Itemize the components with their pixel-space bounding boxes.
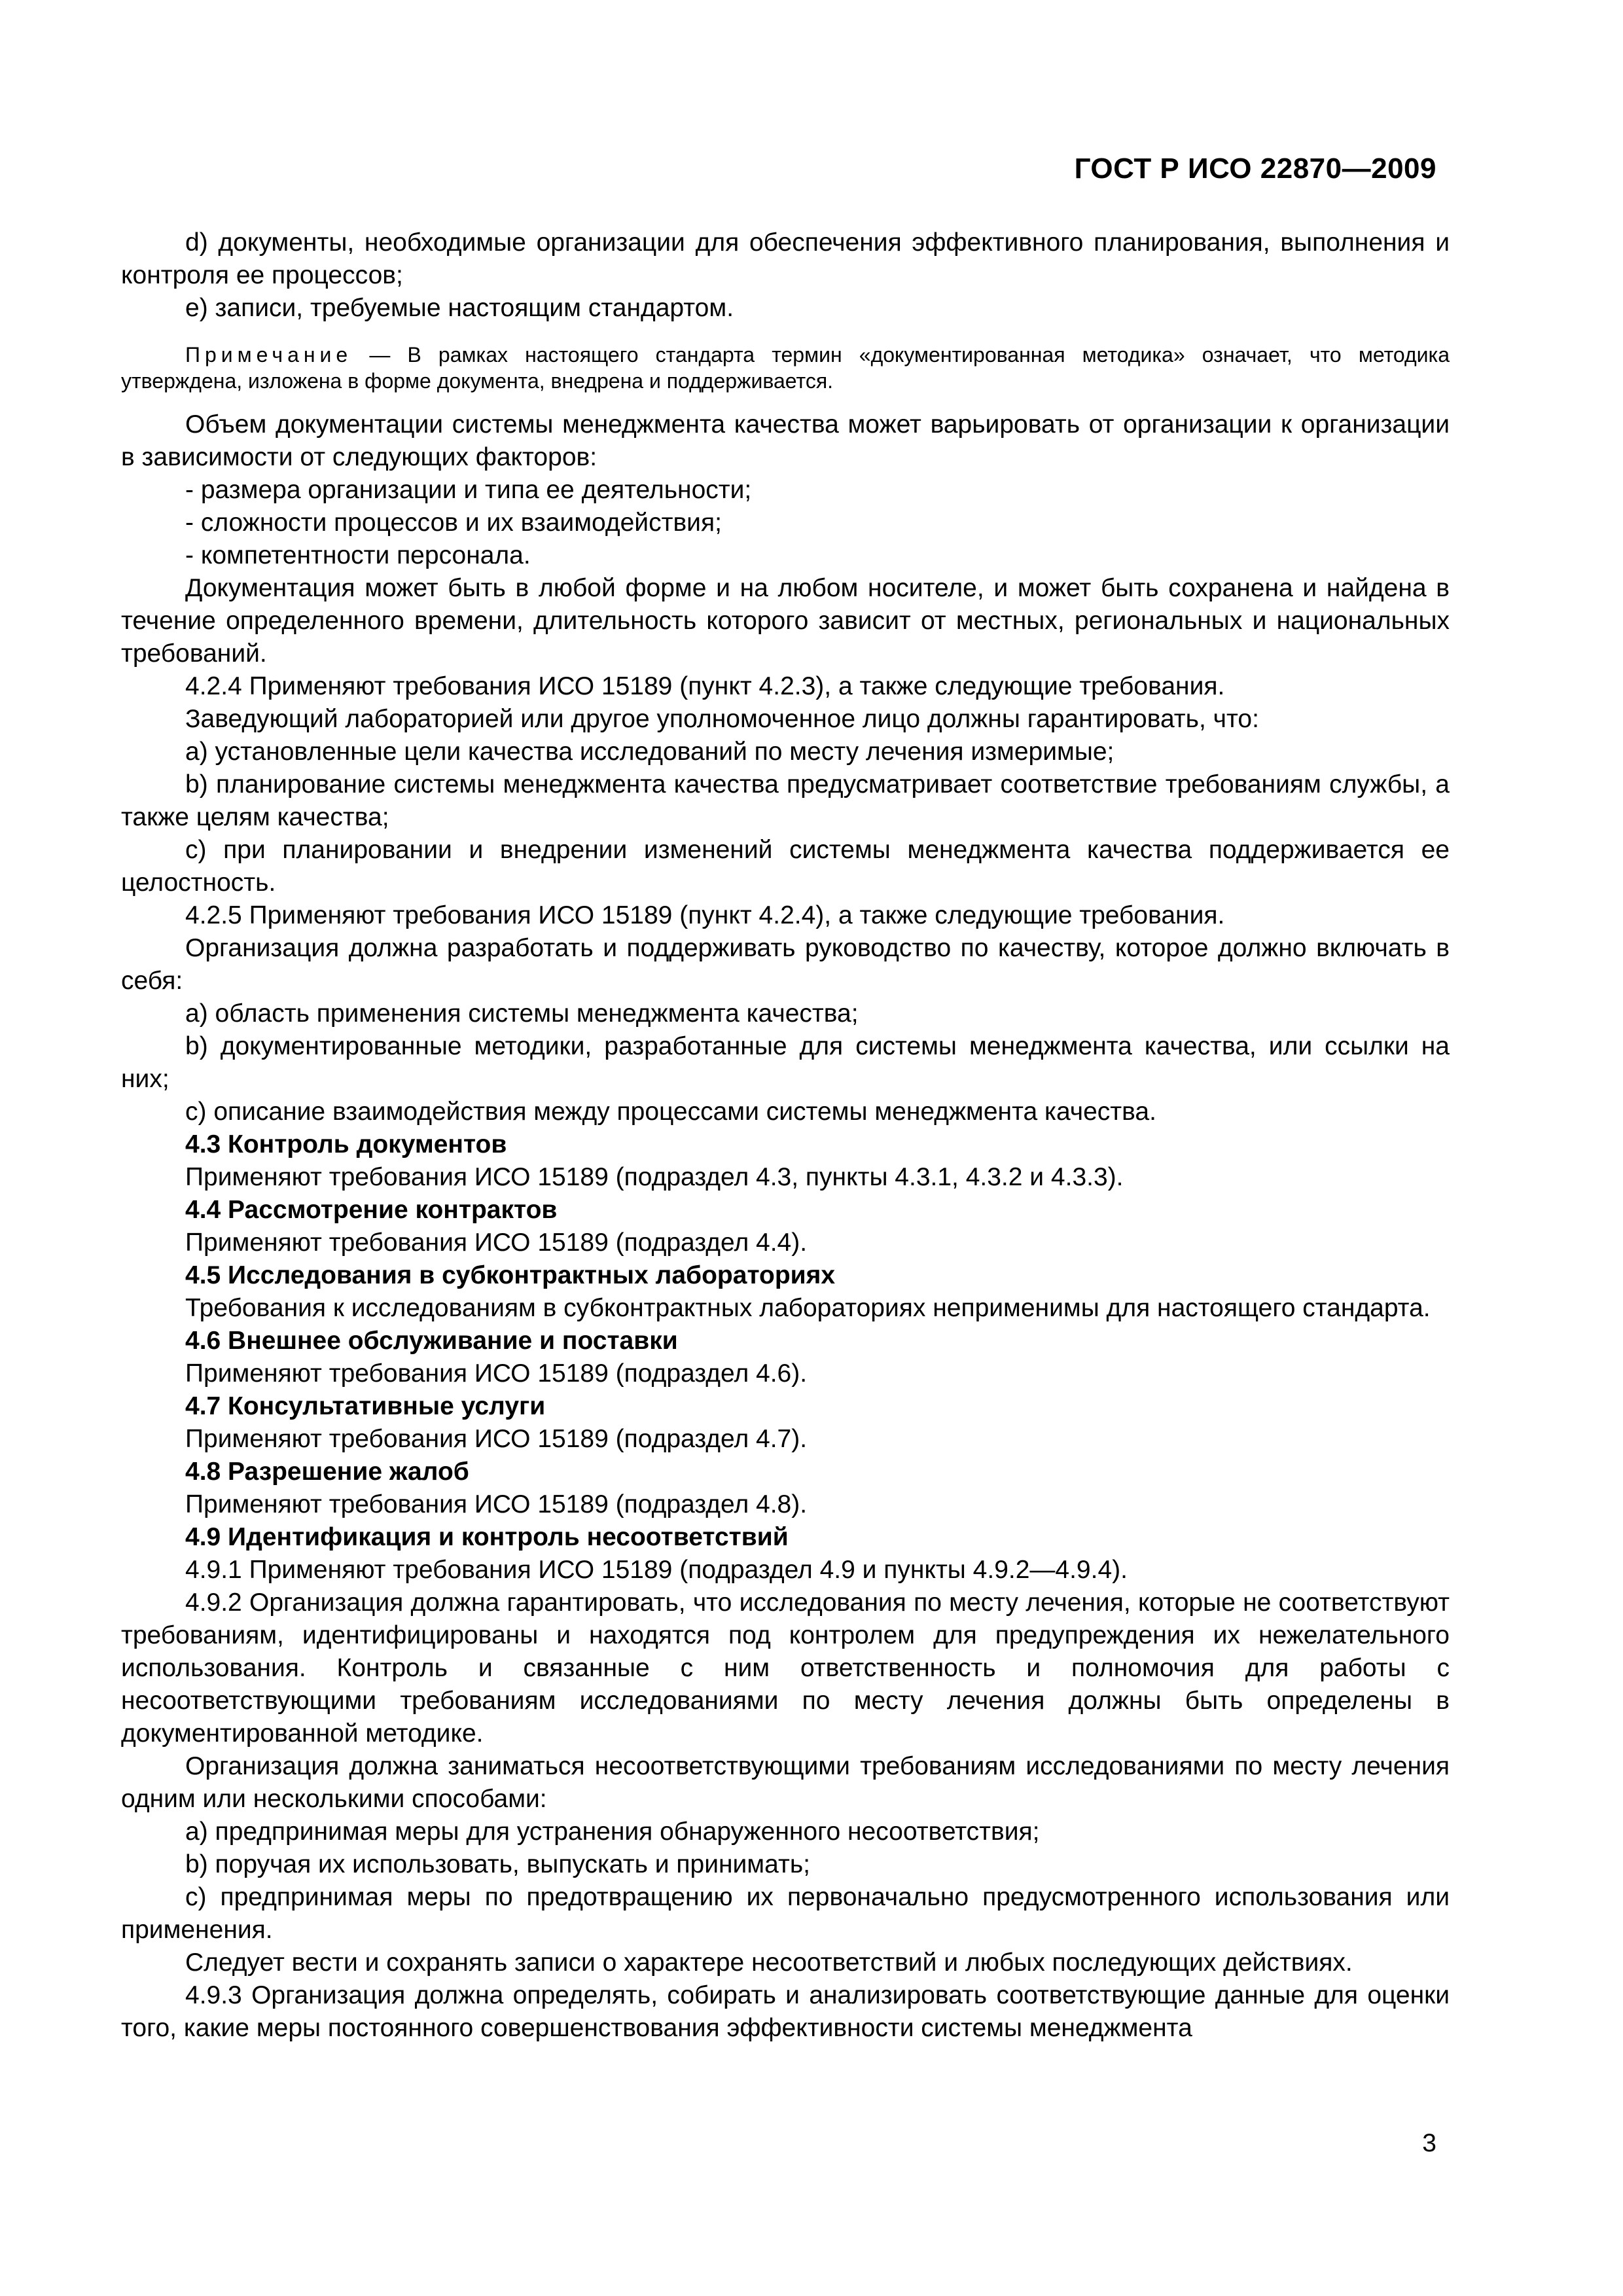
section-heading: 4.3 Контроль документов (185, 1130, 507, 1158)
body-paragraph: 4.2.4 Применяют требования ИСО 15189 (пункт 4.2.3), а также следующие требования. (185, 672, 1225, 700)
list-item: - размера организации и типа ее деятельности; (185, 476, 752, 504)
body-paragraph: 4.2.5 Применяют требования ИСО 15189 (пункт 4.2.4), а также следующие требования. (185, 901, 1225, 929)
body-paragraph: Организация должна разработать и поддерживать руководство по качеству, которое должно включать в себя: (121, 934, 1450, 995)
note-label: Примечание (185, 343, 353, 367)
page-number: 3 (1422, 2129, 1436, 2157)
body-paragraph: b) документированные методики, разработанные для системы менеджмента качества, или ссылки на них; (121, 1032, 1450, 1093)
note-text: — В рамках настоящего стандарта термин «документированная методика» означает, что методика утверждена, изложена в форме документа, внедрена и поддерживается. (121, 343, 1450, 393)
standard-code-header: ГОСТ Р ИСО 22870—2009 (1074, 152, 1436, 185)
body-paragraph: 4.9.1 Применяют требования ИСО 15189 (подраздел 4.9 и пункты 4.9.2—4.9.4). (185, 1556, 1128, 1584)
body-paragraph: 4.9.3 Организация должна определять, собирать и анализировать соответствующие данные для оценки того, какие меры постоянного совершенствования эффективности системы менеджмента (121, 1981, 1450, 2042)
section-heading: 4.8 Разрешение жалоб (185, 1458, 469, 1486)
body-paragraph: Требования к исследованиям в субконтрактных лабораториях неприменимы для настоящего стандарта. (185, 1294, 1431, 1322)
body-paragraph: Заведующий лабораторией или другое уполномоченное лицо должны гарантировать, что: (185, 705, 1259, 733)
section-heading: 4.6 Внешнее обслуживание и поставки (185, 1327, 678, 1355)
body-paragraph: e) записи, требуемые настоящим стандартом. (185, 294, 734, 322)
body-paragraph: Применяют требования ИСО 15189 (подраздел 4.6). (185, 1359, 808, 1388)
body-paragraph: 4.9.2 Организация должна гарантировать, что исследования по месту лечения, которые не соответствуют требованиям, идентифицированы и находятся под контролем для предупреждения их нежелательного использования. Контроль и связанные с ним ответственность и полномочия для работы с несоответствующими требованиям исследованиями по месту лечения должны быть определены в документированной методике. (121, 1588, 1450, 1748)
body-paragraph: a) предпринимая меры для устранения обнаруженного несоответствия; (185, 1818, 1040, 1846)
body-paragraph: c) описание взаимодействия между процессами системы менеджмента качества. (185, 1098, 1156, 1126)
body-paragraph: c) предпринимая меры по предотвращению их первоначально предусмотренного использования или применения. (121, 1883, 1450, 1944)
note-paragraph (121, 342, 1450, 394)
body-paragraph: a) область применения системы менеджмента качества; (185, 999, 859, 1028)
body-paragraph: b) поручая их использовать, выпускать и принимать; (185, 1850, 810, 1878)
body-paragraph: Следует вести и сохранять записи о характере несоответствий и любых последующих действиях. (185, 1948, 1353, 1977)
body-paragraph: Объем документации системы менеджмента качества может варьировать от организации к организации в зависимости от следующих факторов: (121, 410, 1450, 471)
section-heading: 4.5 Исследования в субконтрактных лабораториях (185, 1261, 836, 1289)
body-paragraph: Применяют требования ИСО 15189 (подраздел 4.3, пункты 4.3.1, 4.3.2 и 4.3.3). (185, 1163, 1124, 1191)
list-item: - сложности процессов и их взаимодействия; (185, 509, 722, 537)
section-heading: 4.9 Идентификация и контроль несоответствий (185, 1523, 789, 1551)
body-paragraph: c) при планировании и внедрении изменений системы менеджмента качества поддерживается ее целостность. (121, 836, 1450, 897)
body-paragraph: Применяют требования ИСО 15189 (подраздел 4.4). (185, 1229, 808, 1257)
body-paragraph: a) установленные цели качества исследований по месту лечения измеримые; (185, 738, 1115, 766)
list-item: - компетентности персонала. (185, 541, 531, 569)
body-paragraph: Применяют требования ИСО 15189 (подраздел 4.7). (185, 1425, 808, 1453)
body-paragraph: b) планирование системы менеджмента качества предусматривает соответствие требованиям службы, а также целям качества; (121, 770, 1450, 831)
body-paragraph: Организация должна заниматься несоответствующими требованиям исследованиями по месту лечения одним или несколькими способами: (121, 1752, 1450, 1813)
section-heading: 4.4 Рассмотрение контрактов (185, 1196, 558, 1224)
body-paragraph: d) документы, необходимые организации для обеспечения эффективного планирования, выполнения и контроля ее процессов; (121, 228, 1450, 289)
section-heading: 4.7 Консультативные услуги (185, 1392, 546, 1420)
body-paragraph: Применяют требования ИСО 15189 (подраздел 4.8). (185, 1490, 808, 1518)
body-paragraph: Документация может быть в любой форме и на любом носителе, и может быть сохранена и найдена в течение определенного времени, длительность которого зависит от местных, региональных и национальных требований. (121, 574, 1450, 668)
document-body (121, 226, 1450, 2045)
